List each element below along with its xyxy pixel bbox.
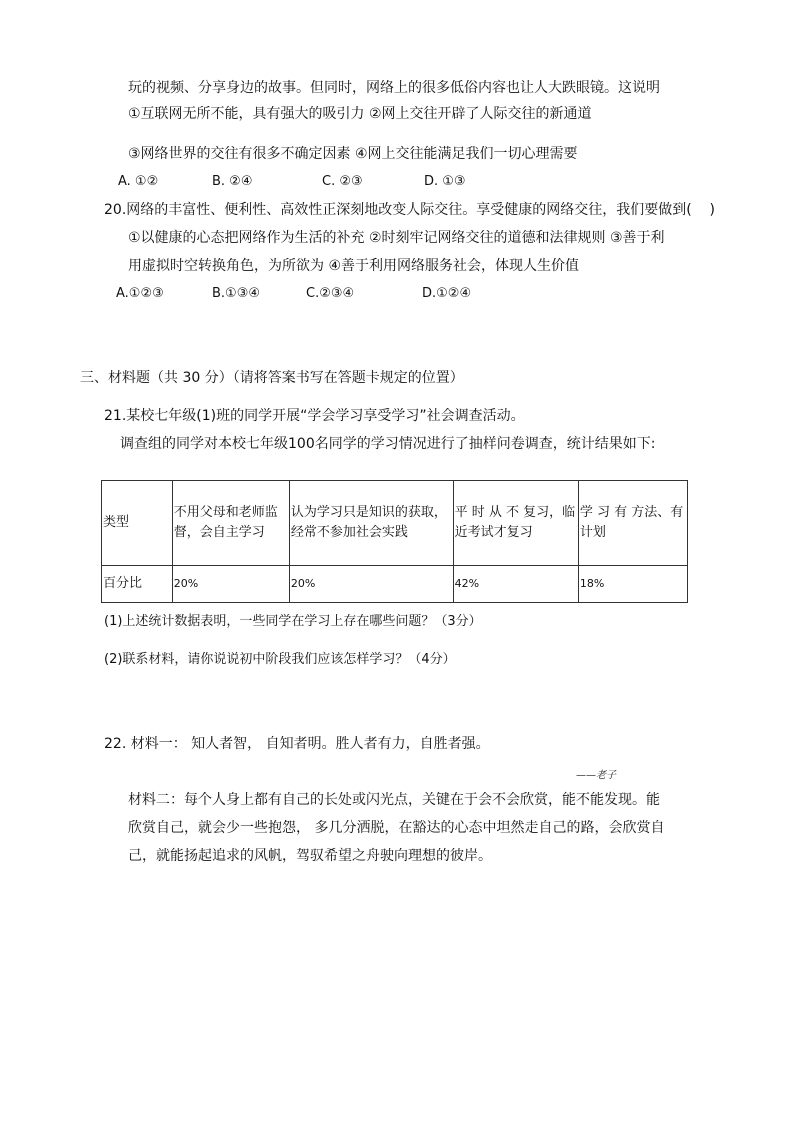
table-col-1: 不用父母和老师监督，会自主学习 [172, 481, 289, 566]
q20-choice-d: D.①②④ [422, 286, 472, 301]
q19-choice-c: C. ②③ [322, 174, 363, 189]
q21-stem: 21.某校七年级(1)班的同学开展“学会学习享受学习”社会调查活动。 [104, 408, 525, 424]
table-row-label: 百分比 [102, 566, 173, 603]
q20-stem: 20.网络的丰富性、便利性、高效性正深刻地改变人际交往。享受健康的网络交往，我们要做到( ) [104, 202, 715, 218]
q19-stem-line: 玩的视频、分享身边的故事。但同时，网络上的很多低俗内容也让人大跌眼镜。这说明 [128, 80, 660, 96]
q22-material-2-line-3: 己，就能扬起追求的风帆，驾驭希望之舟驶向理想的彼岸。 [128, 848, 492, 864]
q19-choice-a: A. ①② [118, 174, 159, 189]
q22-attribution: ——老子 [576, 770, 616, 781]
table-cell: 42% [453, 566, 578, 603]
q19-choice-b: B. ②④ [212, 174, 253, 189]
table-row [102, 481, 688, 566]
table-cell: 18% [578, 566, 687, 603]
q22-material-2-line-2: 欣赏自己，就会少一些抱怨， 多几分洒脱，在豁达的心态中坦然走自己的路，会欣赏自 [128, 820, 665, 836]
q22-material-2-line-1: 材料二：每个人身上都有自己的长处或闪光点，关键在于会不会欣赏，能不能发现。能 [128, 792, 660, 808]
q20-choice-b: B.①③④ [212, 286, 261, 301]
q20-option-line-2: 用虚拟时空转换角色，为所欲为 ④善于利用网络服务社会，体现人生价值 [128, 258, 579, 274]
table-col-3: 平 时 从 不 复习，临近考试才复习 [453, 481, 578, 566]
q22-material-1: 22. 材料一： 知人者智， 自知者明。胜人者有力，自胜者强。 [104, 736, 490, 752]
q21-sub-question-2: (2)联系材料，请你说说初中阶段我们应该怎样学习？（4分） [104, 652, 456, 667]
table-cell: 20% [289, 566, 453, 603]
table-cell: 20% [172, 566, 289, 603]
q21-intro: 调查组的同学对本校七年级100名同学的学习情况进行了抽样问卷调查，统计结果如下: [120, 436, 656, 452]
section-heading: 三、材料题（共 30 分）（请将答案书写在答题卡规定的位置） [80, 370, 464, 386]
q20-choice-c: C.②③④ [306, 286, 355, 301]
q20-choice-a: A.①②③ [116, 286, 164, 301]
q20-option-line-1: ①以健康的心态把网络作为生活的补充 ②时刻牢记网络交往的道德和法律规则 ③善于利 [128, 230, 665, 246]
table-col-4: 学 习 有 方法、有计划 [578, 481, 687, 566]
q21-sub-question-1: (1)上述统计数据表明，一些同学在学习上存在哪些问题？（3分） [104, 614, 482, 629]
q19-option-line-1: ①互联网无所不能，具有强大的吸引力 ②网上交往开辟了人际交往的新通道 [128, 106, 592, 122]
q19-option-line-2: ③网络世界的交往有很多不确定因素 ④网上交往能满足我们一切心理需要 [128, 146, 578, 162]
table-header-label: 类型 [102, 481, 173, 566]
table-col-2: 认为学习只是知识的获取，经常不参加社会实践 [289, 481, 453, 566]
survey-table [101, 480, 688, 603]
q19-choice-d: D. ①③ [424, 174, 466, 189]
table-row [102, 566, 688, 603]
